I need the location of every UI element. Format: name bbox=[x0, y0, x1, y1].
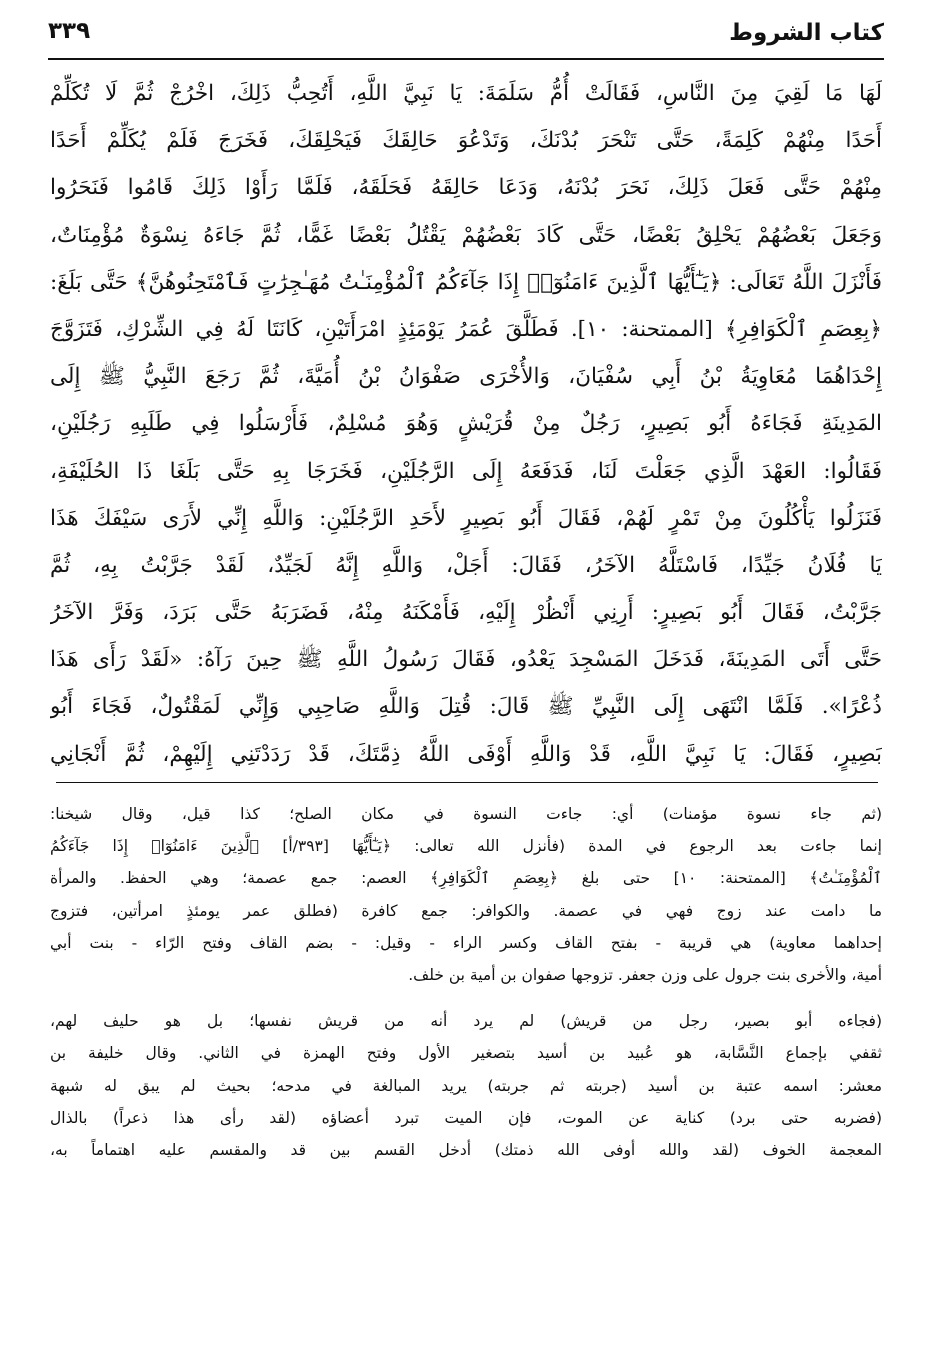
main-text-line: يَا فُلَانُ جَيِّدًا، فَاسْتَلَّهُ الآخَرُ، فَقَالَ: أَجَلْ، وَاللَّهِ إِنَّهُ لَجَيِّدٌ، لَقَدْ جَرَّبْتُ بِهِ، ثُمَّ bbox=[50, 552, 882, 578]
main-text-line: فَأَنْزَلَ اللَّهُ تَعَالَى: ﴿يَـٰٓأَيُّهَا ٱلَّذِينَ ءَامَنُوٓا۟ إِذَا جَآءَكُمُ ٱلْمُؤْمِنَـٰتُ مُهَـٰجِرَٰتٍ فَٱمْتَحِنُوهُنَّ﴾ حَتَّى بَلَغَ: bbox=[50, 269, 882, 295]
main-text-line: بَصِيرٍ، فَقَالَ: يَا نَبِيَّ اللَّهِ، قَدْ وَاللَّهِ أَوْفَى اللَّهُ ذِمَّتَكَ، قَدْ رَدَدْتَنِي إِلَيْهِمْ، ثُمَّ أَنْجَانِي bbox=[50, 741, 882, 767]
book-title: كتاب الشروط bbox=[729, 20, 884, 46]
main-text-line: أَحَدًا مِنْهُمْ كَلِمَةً، حَتَّى تَنْحَرَ بُدْنَكَ، وَتَدْعُوَ حَالِقَكَ فَيَحْلِقَكَ، فَخَرَجَ فَلَمْ يُكَلِّمْ أَحَدًا bbox=[50, 128, 882, 154]
running-head bbox=[48, 14, 884, 54]
main-text-line: فَقَالُوا: العَهْدَ الَّذِي جَعَلْتَ لَنَا، فَدَفَعَهُ إِلَى الرَّجُلَيْنِ، فَخَرَجَا بِهِ حَتَّى بَلَغَا ذَا الحُلَيْفَةِ، bbox=[50, 458, 882, 484]
main-text-line: ﴿بِعِصَمِ ٱلْكَوَافِرِ﴾ [الممتحنة: ١٠]. فَطَلَّقَ عُمَرُ يَوْمَئِذٍ امْرَأَتَيْنِ، كَانَتَا لَهُ فِي الشِّرْكِ، فَتَزَوَّجَ bbox=[50, 316, 882, 342]
footnote-line: إنما جاءت بعد الرجوع في المدة (فأنزل الله تعالى: ﴿يَـٰٓأَيُّهَا [٣٩٣/أ] ٱلَّذِينَ ءَامَنُوٓا۟ إِذَا جَآءَكُمُ bbox=[50, 837, 882, 856]
header-rule bbox=[48, 58, 884, 60]
footnote-separator bbox=[56, 782, 878, 783]
page-number: ٣٣٩ bbox=[48, 18, 91, 44]
main-text-line: المَدِينَةِ فَجَاءَهُ أَبُو بَصِيرٍ، رَجُلٌ مِنْ قُرَيْشٍ وَهُوَ مُسْلِمٌ، فَأَرْسَلُوا فِي طَلَبِهِ رَجُلَيْنِ، bbox=[50, 411, 882, 437]
main-text-line: وَجَعَلَ بَعْضُهُمْ يَحْلِقُ بَعْضًا، حَتَّى كَادَ بَعْضُهُمْ يَقْتُلُ بَعْضًا غَمًّا، ثُمَّ جَاءَهُ نِسْوَةٌ مُؤْمِنَاتٌ، bbox=[50, 222, 882, 248]
footnote-line: معشر: اسمه عتبة بن أسيد (جربته ثم جربته) يريد المبالغة في مدحه؛ بحيث لم يبق له شبهة bbox=[50, 1076, 882, 1095]
main-text-line: إِحْدَاهُمَا مُعَاوِيَةُ بْنُ أَبِي سُفْيَانَ، وَالأُخْرَى صَفْوَانُ بْنُ أُمَيَّةَ، ثُمَّ رَجَعَ النَّبِيُّ ﷺ إِلَى bbox=[50, 364, 882, 390]
footnote-line: ثقفي بإجماع النَّسَّابة، هو عُبيد بن أسيد بتصغير الأول وفتح الهمزة في الثاني. وقال خليفة بن bbox=[50, 1044, 882, 1063]
footnote-line: (فضربه حتى برد) كناية عن الموت، فإن الميت تبرد أعضاؤه (لقد رأى هذا ذعراً) بالذال bbox=[50, 1108, 882, 1127]
main-text-line: ذُعْرًا». فَلَمَّا انْتَهَى إِلَى النَّبِيِّ ﷺ قَالَ: قُتِلَ وَاللَّهِ صَاحِبِي وَإِنِّي لَمَقْتُولٌ، فَجَاءَ أَبُو bbox=[50, 694, 882, 720]
main-text-line: مِنْهُمْ حَتَّى فَعَلَ ذَلِكَ، نَحَرَ بُدْنَهُ، وَدَعَا حَالِقَهُ فَحَلَقَهُ، فَلَمَّا رَأَوْا ذَلِكَ قَامُوا فَنَحَرُوا bbox=[50, 175, 882, 201]
footnote-paragraph bbox=[50, 798, 882, 991]
footnote-line: المعجمة الخوف (لقد والله أوفى الله ذمتك) أدخل القسم بين قد والمقسم عليه اهتماماً به، bbox=[50, 1140, 882, 1159]
main-text-line: لَهَا مَا لَقِيَ مِنَ النَّاسِ، فَقَالَتْ أُمُّ سَلَمَةَ: يَا نَبِيَّ اللَّهِ، أَتُحِبُّ ذَلِكَ، اخْرُجْ ثُمَّ لَا تُكَلِّمْ bbox=[50, 81, 882, 106]
footnote-line: أمية، والأخرى بنت جرول على وزن جعفر. تزوجها صفوان بن أمية بن خلف. bbox=[408, 965, 882, 984]
footnote-line: ٱلْمُؤْمِنَـٰتُ﴾ [الممتحنة: ١٠] حتى بلغ ﴿بِعِصَمِ ٱلْكَوَافِرِ﴾ العصم: جمع عصمة؛ وهي الحفظ. والمرأة bbox=[50, 869, 882, 888]
main-text-line: فَنَزَلُوا يَأْكُلُونَ مِنْ تَمْرٍ لَهُمْ، فَقَالَ أَبُو بَصِيرٍ لأَحَدِ الرَّجُلَيْنِ: وَاللَّهِ إِنِّي لأَرَى سَيْفَكَ هَذَا bbox=[50, 505, 882, 531]
footnote-line: (ثم جاء نسوة مؤمنات) أي: جاءت النسوة في مكان الصلح؛ كذا قيل، وقال شيخنا: bbox=[50, 805, 882, 823]
main-text bbox=[50, 70, 882, 778]
footnotes bbox=[50, 798, 882, 1180]
footnote-line: (فجاءه أبو بصير، رجل من قريش) لم يرد أنه من قريش نفسها؛ بل هو حليف لهم، bbox=[50, 1012, 882, 1031]
main-text-line: حَتَّى أَتَى المَدِينَةَ، فَدَخَلَ المَسْجِدَ يَعْدُو، فَقَالَ رَسُولُ اللَّهِ ﷺ حِينَ رَآهُ: «لَقَدْ رَأَى هَذَا bbox=[50, 647, 882, 673]
footnote-line: إحداهما معاوية) هي قريبة - بفتح القاف وكسر الراء - وقيل: - بضم القاف وفتح الرّاء - بنت أبي bbox=[50, 933, 882, 952]
main-text-line: جَرَّبْتُ، فَقَالَ أَبُو بَصِيرٍ: أَرِنِي أَنْظُرْ إِلَيْهِ، فَأَمْكَنَهُ مِنْهُ، فَضَرَبَهُ حَتَّى بَرَدَ، وَفَرَّ الآخَرُ bbox=[50, 600, 882, 626]
footnote-paragraph bbox=[50, 1005, 882, 1166]
footnote-line: ما دامت عند زوج فهي في عصمة. والكوافر: جمع كافرة (فطلق عمر يومئذٍ امرأتين، فتزوج bbox=[50, 901, 882, 920]
